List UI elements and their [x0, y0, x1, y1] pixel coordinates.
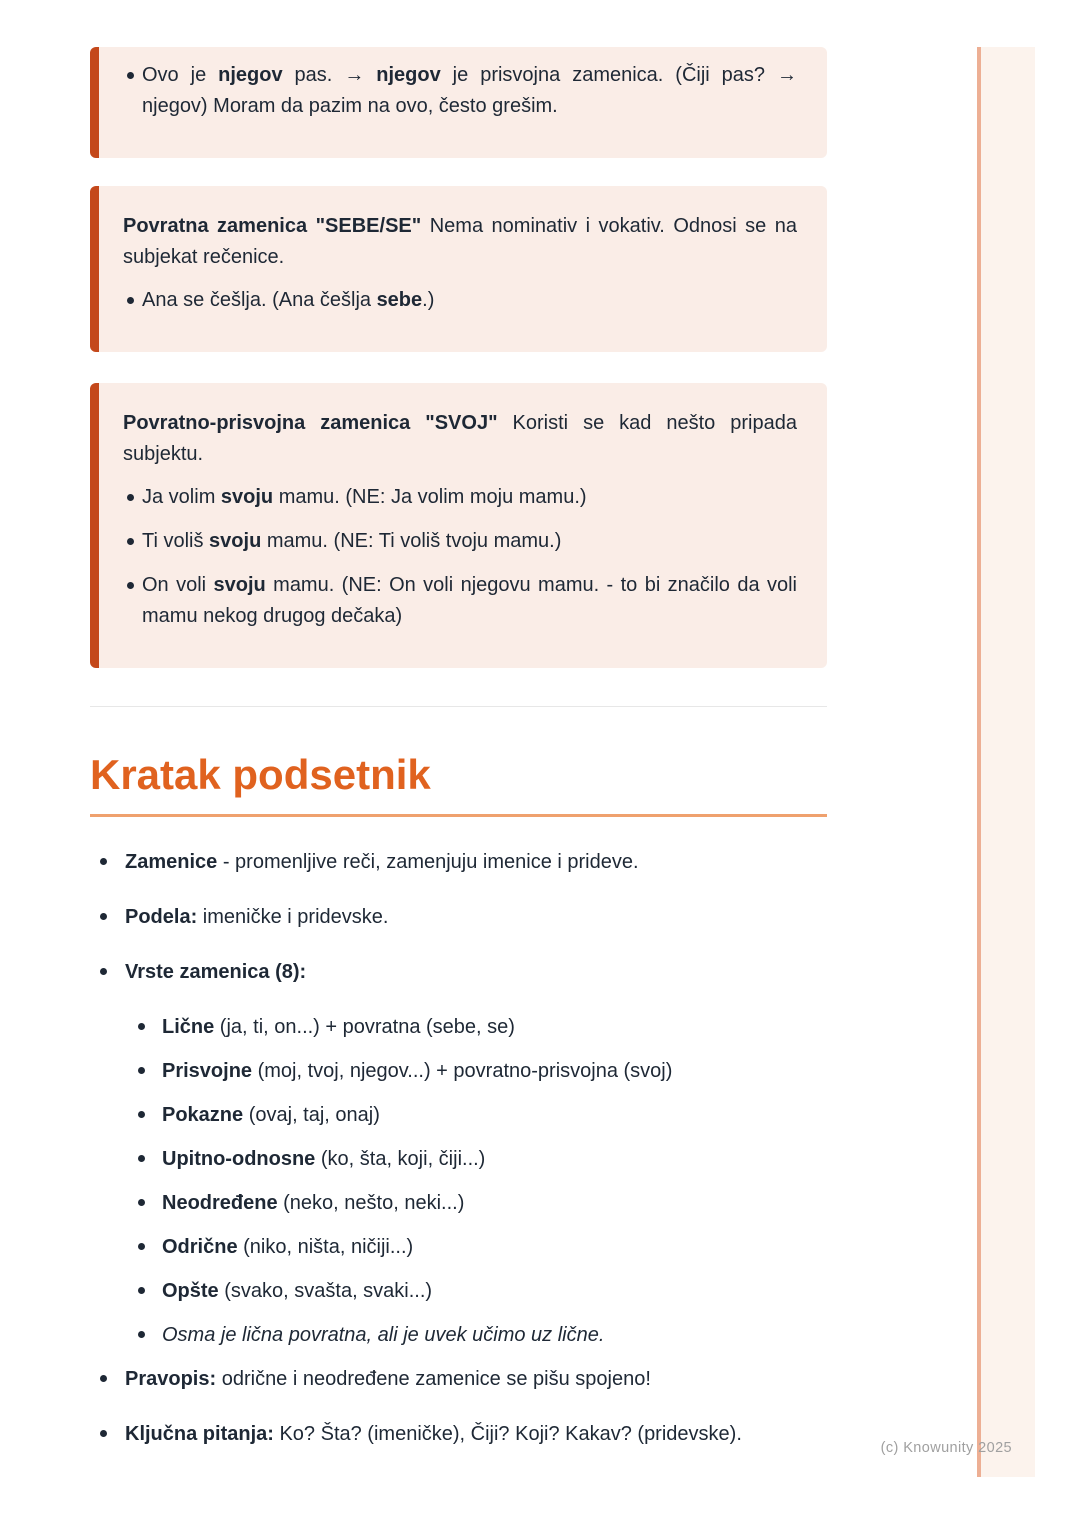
callout-list	[123, 482, 797, 632]
text-segment: Zamenice	[125, 851, 218, 873]
text-segment: mamu. (NE: Ti voliš tvoju mamu.)	[261, 530, 562, 552]
text-segment: Prisvojne	[162, 1060, 253, 1082]
text-segment: Ovo je	[142, 64, 219, 86]
text-segment: Odrične	[162, 1236, 238, 1258]
text-segment: Upitno-odnosne	[162, 1148, 316, 1170]
text-segment: (ovaj, taj, onaj)	[243, 1104, 380, 1126]
text-segment: svoju	[220, 486, 274, 508]
summary-bullet-item	[90, 1366, 827, 1392]
text-segment: svoju	[213, 574, 266, 596]
text-segment: Ti voliš	[142, 530, 210, 552]
text-segment: (moj, tvoj, njegov...) + povratno-prisvojna (svoj)	[252, 1060, 673, 1082]
section-title: Kratak podsetnik	[90, 752, 827, 817]
text-segment: Neodređene	[162, 1192, 278, 1214]
summary-bullet-item	[127, 1190, 827, 1216]
summary-list	[90, 849, 827, 1447]
text-segment: Pokazne	[162, 1104, 244, 1126]
callout-lead	[123, 211, 797, 273]
callout-bullet-item	[123, 60, 797, 122]
callout-list	[123, 285, 797, 316]
callout-bullet-item	[123, 526, 797, 557]
summary-bullet-item	[127, 1102, 827, 1128]
text-segment: On voli	[142, 574, 214, 596]
text-segment: Povratna zamenica "SEBE/SE"	[123, 215, 422, 237]
text-segment: Koristi se kad nešto pripada subjektu.	[123, 412, 797, 465]
summary-bullet-item	[90, 904, 827, 930]
text-segment: je prisvojna zamenica. (Čiji pas? → njegov) Moram da pazim na ovo, često grešim.	[142, 64, 798, 117]
text-segment: Podela:	[125, 906, 198, 928]
summary-bullet-item	[127, 1014, 827, 1040]
summary-bullet-item	[90, 959, 827, 985]
text-segment: Nema nominativ i vokativ. Odnosi se na subjekat rečenice.	[123, 215, 797, 268]
text-segment: - promenljive reči, zamenjuju imenice i prideve.	[217, 851, 639, 873]
text-segment: njegov	[376, 64, 441, 86]
page-edge-decoration	[977, 47, 1035, 1477]
copyright-text: (c) Knowunity 2025	[880, 1440, 1012, 1456]
text-segment: Osma je lična povratna, ali je uvek učimo uz lične.	[162, 1324, 605, 1346]
text-segment: Pravopis:	[125, 1368, 217, 1390]
text-segment: sebe	[376, 289, 423, 311]
callout-box-povratno-prisvojna-zamenica	[90, 383, 827, 668]
text-segment: Ja volim	[142, 486, 221, 508]
callout-box-povratna-zamenica	[90, 186, 827, 352]
text-segment: odrične i neodređene zamenice se pišu spojeno!	[216, 1368, 651, 1390]
summary-bullet-item	[127, 1058, 827, 1084]
text-segment: mamu. (NE: On voli njegovu mamu. - to bi značilo da voli mamu nekog drugog dečaka)	[142, 574, 797, 627]
summary-bullet-item	[90, 849, 827, 875]
text-segment: (svako, svašta, svaki...)	[218, 1280, 433, 1302]
text-segment: Ko? Šta? (imeničke), Čiji? Koji? Kakav? (pridevske).	[273, 1423, 742, 1445]
callout-lead	[123, 408, 797, 470]
text-segment: mamu. (NE: Ja volim moju mamu.)	[273, 486, 587, 508]
text-segment: Lične	[162, 1016, 215, 1038]
text-segment: Ključna pitanja:	[125, 1423, 274, 1445]
text-segment: (neko, nešto, neki...)	[277, 1192, 465, 1214]
summary-bullet-item	[127, 1278, 827, 1304]
text-segment: (ko, šta, koji, čiji...)	[315, 1148, 486, 1170]
callout-bullet-item	[123, 570, 797, 632]
callout-box-examples	[90, 47, 827, 158]
summary-bullet-item	[127, 1234, 827, 1260]
text-segment: .)	[422, 289, 435, 311]
text-segment: Vrste zamenica (8):	[125, 961, 307, 983]
summary-bullet-item	[90, 1421, 827, 1447]
text-segment: imeničke i pridevske.	[197, 906, 389, 928]
summary-bullet-item	[127, 1322, 827, 1348]
text-segment: njegov	[218, 64, 283, 86]
text-segment: (ja, ti, on...) + povratna (sebe, se)	[214, 1016, 515, 1038]
callout-bullet-item	[123, 482, 797, 513]
callout-bullet-item	[123, 285, 797, 316]
callout-list	[123, 60, 797, 122]
section-divider	[90, 706, 827, 707]
text-segment: Opšte	[162, 1280, 219, 1302]
text-segment: pas. →	[282, 64, 377, 86]
summary-bullet-item	[127, 1146, 827, 1172]
text-segment: Ana se češlja. (Ana češlja	[142, 289, 377, 311]
document-content	[90, 0, 827, 1447]
text-segment: svoju	[209, 530, 262, 552]
text-segment: Povratno-prisvojna zamenica "SVOJ"	[123, 412, 498, 434]
text-segment: (niko, ništa, ničiji...)	[237, 1236, 414, 1258]
